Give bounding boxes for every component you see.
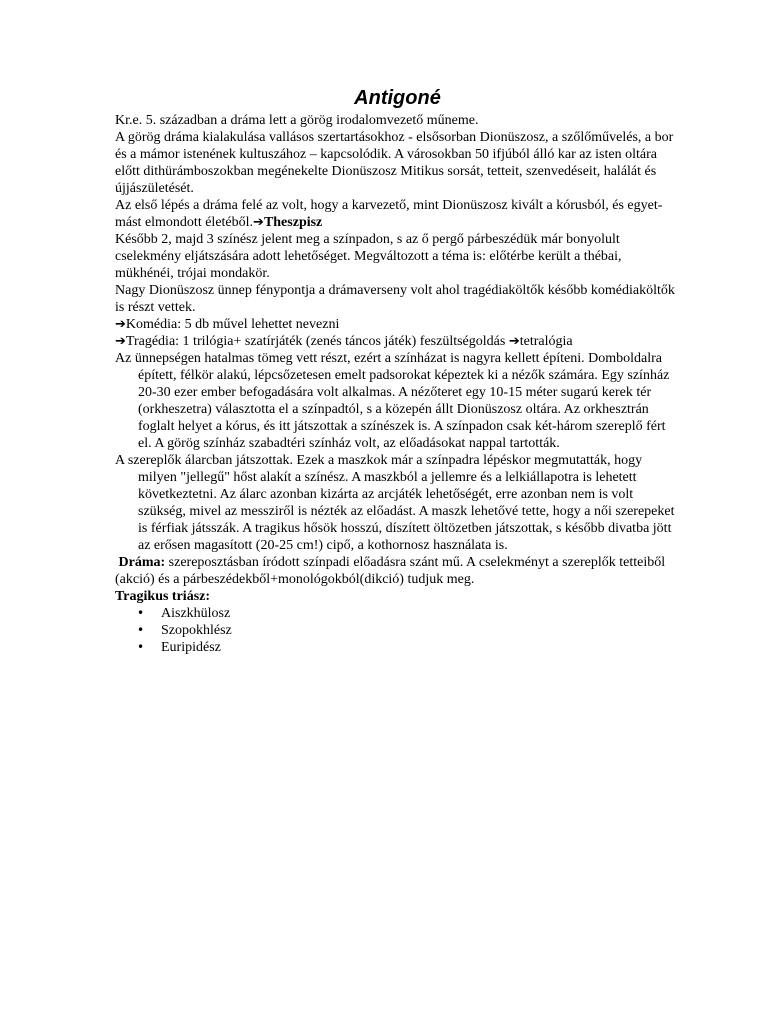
arrow-right-icon: ➔ [115,334,126,349]
paragraph-actors: Később 2, majd 3 színész jelent meg a színpadon, s az ő pergő párbeszédük már bonyolult cselekmény eljátszására adott lehetőséget. Megváltozott a téma is: előtérbe került a thébai, mükhénéi, trójai mondakör. [115,232,622,281]
arrow-right-icon: ➔ [508,334,520,349]
arrow-right-icon: ➔ [253,215,264,230]
bullet-icon: • [137,640,145,654]
list-item [115,622,680,639]
paragraph-origin: A görög dráma kialakulása vallásos szertartásokhoz - elsősorban Dionüszosz, a szőlőművelés, a bor és a mámor istenének kultuszához – kapcsolódik. A városokban 50 ifjúból álló kar az isten oltára előtt dithürámboszokban megénekelte Dionüszosz Mitikus sorsát, tetteit, szenvedéseit, halálát és újjászületését. [115,130,674,196]
tetralogia-text: tetralógia [519,334,573,349]
trias-heading: Tragikus triász: [115,589,211,604]
document-page [115,86,680,656]
paragraph-drama-definition [115,554,680,588]
arrow-item-komedia [115,316,680,333]
arrow-item-tragedia [115,333,680,350]
first-step-text: Az első lépés a dráma felé az volt, hogy a karvezető, mint Dionüszosz kivált a kórusból, és egyet-mást elmondott életéből. [115,198,663,230]
drama-text: szereposztásban íródott színpadi előadásra szánt mű. A cselekményt a szereplők tetteiből (akció) és a párbeszédekből+monológokból(dikció) tudjuk meg. [115,555,666,587]
paragraph-theatre: Az ünnepségen hatalmas tömeg vett részt, ezért a színházat is nagyra kellett építeni. Domboldalra épített, félkör alakú, lépcsőzetesen emelt padsorokat képeztek ki a nézők számára. Egy színház 20-30 ezer ember befogadására volt alkalmas. A nézőteret egy 10-15 méter sugarú kerek tér (orkheszetra) választotta el a színpadtól, s a közepén állt Dionüszosz oltára. Az orkhesztrán foglalt helyet a kórus, és itt játszottak a színészek is. A színpadon csak két-három szereplő fért el. A görög színház szabadtéri színház volt, az előadásokat nappal tartották. [115,351,670,451]
paragraph-first-step [115,197,680,231]
trias-list [115,605,680,656]
list-item-label: Szopokhlész [161,623,232,638]
paragraph-festival: Nagy Dionüszosz ünnep fénypontja a drámaverseny volt ahol tragédiaköltők később komédiaköltők is részt vettek. [115,283,675,315]
list-item [115,639,680,656]
list-item-label: Aiszkhülosz [161,606,231,621]
tragedia-text: Tragédia: 1 trilógia+ szatírjáték (zenés táncos játék) feszültségoldás [125,334,509,349]
bullet-icon: • [137,623,145,637]
list-item [115,605,680,622]
bullet-icon: • [137,606,145,620]
paragraph-intro: Kr.e. 5. században a dráma lett a görög irodalomvezető műneme. [115,113,479,128]
drama-label: Dráma: [118,555,166,570]
komedia-text: Komédia: 5 db művel lehettet nevezni [125,317,340,332]
list-item-label: Euripidész [161,640,221,655]
arrow-right-icon: ➔ [115,317,126,332]
document-title: Antigoné [354,87,441,109]
paragraph-masks: A szereplők álarcban játszottak. Ezek a maszkok már a színpadra lépéskor megmutatták, hogy milyen "jellegű" hőst alakít a színész. A maszkból a jellemre és a lelkiállapotra is lehetett következtetni. Az álarc azonban kizárta az arcjáték lehetőségét, erre azonban nem is volt szükség, mivel az messziről is nézték az előadást. A maszk lehetővé tette, hogy a női szerepeket is férfiak játsszák. A tragikus hősök hosszú, díszített öltözetben játszottak, s később divatba jött az erősen magasított (20-25 cm!) cipő, a kothornosz használata is. [115,453,675,553]
theszpisz-bold: Theszpisz [263,215,323,230]
